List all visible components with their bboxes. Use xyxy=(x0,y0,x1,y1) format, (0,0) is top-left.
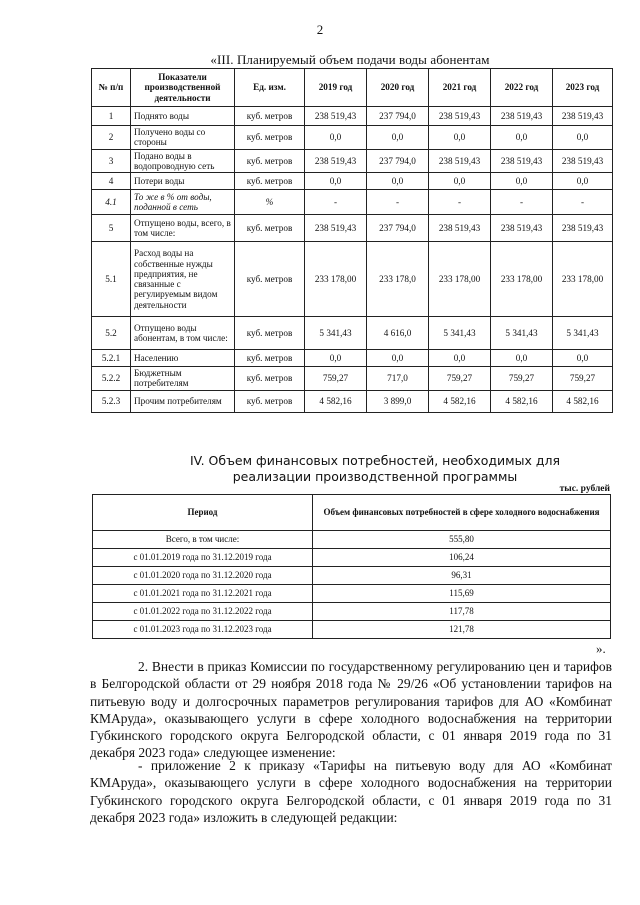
indicator-name: Поднято воды xyxy=(131,107,235,126)
value-cell: 0,0 xyxy=(429,173,491,190)
table-row xyxy=(92,149,613,173)
period-cell: Всего, в том числе: xyxy=(93,531,313,549)
value-cell: 238 519,43 xyxy=(491,215,553,242)
value-cell: 238 519,43 xyxy=(305,149,367,173)
value-cell: 0,0 xyxy=(367,173,429,190)
indicator-name: Расход воды на собственные нужды предприятия, не связанные с регулируемым видом деятельности xyxy=(131,242,235,317)
value-cell: 4 582,16 xyxy=(305,390,367,412)
table-row xyxy=(93,531,611,549)
row-number: 5.2.2 xyxy=(92,367,131,391)
value-cell: 237 794,0 xyxy=(367,149,429,173)
indicator-name: Получено воды со стороны xyxy=(131,126,235,150)
table-row xyxy=(93,585,611,603)
value-cell: 0,0 xyxy=(553,173,613,190)
value-cell: 238 519,43 xyxy=(553,215,613,242)
value-cell: 5 341,43 xyxy=(491,317,553,350)
value-cell: 4 582,16 xyxy=(553,390,613,412)
row-number: 5.2.3 xyxy=(92,390,131,412)
financial-needs-table xyxy=(92,494,611,639)
value-cell: 233 178,0 xyxy=(367,242,429,317)
value-cell: 0,0 xyxy=(305,173,367,190)
header-cell: № п/п xyxy=(92,69,131,107)
period-cell: с 01.01.2020 года по 31.12.2020 года xyxy=(93,567,313,585)
header-cell: 2019 год xyxy=(305,69,367,107)
table-row xyxy=(93,603,611,621)
header-cell: Показатели производственной деятельности xyxy=(131,69,235,107)
value-cell: 0,0 xyxy=(429,126,491,150)
indicator-name: Населению xyxy=(131,350,235,367)
value-cell: 238 519,43 xyxy=(553,107,613,126)
table-row xyxy=(92,390,613,412)
value-cell: 0,0 xyxy=(491,350,553,367)
header-cell: 2021 год xyxy=(429,69,491,107)
unit-cell: куб. метров xyxy=(235,242,305,317)
period-cell: с 01.01.2022 года по 31.12.2022 года xyxy=(93,603,313,621)
value-cell: 717,0 xyxy=(367,367,429,391)
row-number: 5 xyxy=(92,215,131,242)
value-cell: 237 794,0 xyxy=(367,215,429,242)
value-cell: 5 341,43 xyxy=(305,317,367,350)
table-row xyxy=(92,107,613,126)
value-cell: 238 519,43 xyxy=(553,149,613,173)
value-cell: 0,0 xyxy=(305,126,367,150)
unit-cell: куб. метров xyxy=(235,215,305,242)
value-cell: 759,27 xyxy=(553,367,613,391)
value-cell: 238 519,43 xyxy=(491,107,553,126)
value-cell: 3 899,0 xyxy=(367,390,429,412)
amount-cell: 115,69 xyxy=(313,585,611,603)
value-cell: 238 519,43 xyxy=(429,215,491,242)
header-cell: 2022 год xyxy=(491,69,553,107)
value-cell: 759,27 xyxy=(305,367,367,391)
value-cell: 0,0 xyxy=(305,350,367,367)
header-cell: 2020 год xyxy=(367,69,429,107)
period-cell: с 01.01.2021 года по 31.12.2021 года xyxy=(93,585,313,603)
table-row xyxy=(92,126,613,150)
table-row xyxy=(93,567,611,585)
value-cell: 238 519,43 xyxy=(305,215,367,242)
indicator-name: Отпущено воды абонентам, в том числе: xyxy=(131,317,235,350)
period-cell: с 01.01.2023 года по 31.12.2023 года xyxy=(93,621,313,639)
paragraph xyxy=(90,757,612,826)
unit-cell: куб. метров xyxy=(235,317,305,350)
value-cell: - xyxy=(491,190,553,215)
unit-cell: куб. метров xyxy=(235,367,305,391)
table-header-row xyxy=(93,495,611,531)
amount-cell: 106,24 xyxy=(313,549,611,567)
value-cell: 0,0 xyxy=(553,350,613,367)
value-cell: - xyxy=(305,190,367,215)
indicator-name: Потери воды xyxy=(131,173,235,190)
value-cell: - xyxy=(429,190,491,215)
table-row xyxy=(92,215,613,242)
row-number: 5.2.1 xyxy=(92,350,131,367)
value-cell: 0,0 xyxy=(429,350,491,367)
value-cell: 0,0 xyxy=(367,126,429,150)
value-cell: 237 794,0 xyxy=(367,107,429,126)
header-cell: Ед. изм. xyxy=(235,69,305,107)
amount-cell: 96,31 xyxy=(313,567,611,585)
water-supply-table xyxy=(91,68,613,413)
period-cell: с 01.01.2019 года по 31.12.2019 года xyxy=(93,549,313,567)
unit-cell: куб. метров xyxy=(235,149,305,173)
value-cell: 4 582,16 xyxy=(491,390,553,412)
unit-cell: куб. метров xyxy=(235,173,305,190)
page-number: 2 xyxy=(316,22,324,37)
value-cell: 0,0 xyxy=(491,126,553,150)
value-cell: 5 341,43 xyxy=(553,317,613,350)
row-number: 5.1 xyxy=(92,242,131,317)
value-cell: 238 519,43 xyxy=(429,107,491,126)
table-row xyxy=(93,549,611,567)
indicator-name: Отпущено воды, всего, в том числе: xyxy=(131,215,235,242)
value-cell: - xyxy=(367,190,429,215)
value-cell: 759,27 xyxy=(491,367,553,391)
value-cell: 233 178,00 xyxy=(305,242,367,317)
amount-cell: 117,78 xyxy=(313,603,611,621)
value-cell: 233 178,00 xyxy=(491,242,553,317)
unit-cell: куб. метров xyxy=(235,390,305,412)
row-number: 2 xyxy=(92,126,131,150)
table-row xyxy=(92,190,613,215)
paragraph-text: - приложение 2 к приказу «Тарифы на питьевую воду для АО «Комбинат КМАруда», оказывающего услуги в сфере холодного водоснабжения на территории Губкинского городского округа Белгородской области, с 01 января 2019 года по 31 декабря 2023 года» изложить в следующей редакции: xyxy=(90,758,612,825)
value-cell: 238 519,43 xyxy=(429,149,491,173)
table-row xyxy=(92,173,613,190)
value-cell: 0,0 xyxy=(491,173,553,190)
value-cell: 759,27 xyxy=(429,367,491,391)
value-cell: 5 341,43 xyxy=(429,317,491,350)
unit-cell: % xyxy=(235,190,305,215)
table-header-row xyxy=(92,69,613,107)
unit-cell: куб. метров xyxy=(235,350,305,367)
section-4-title: IV. Объем финансовых потребностей, необходимых для реализации производственной программы xyxy=(189,453,560,484)
value-cell: 0,0 xyxy=(553,126,613,150)
indicator-name: То же в % от воды, поданной в сеть xyxy=(131,190,235,215)
table-row xyxy=(92,350,613,367)
unit-cell: куб. метров xyxy=(235,107,305,126)
section-3-title: «III. Планируемый объем подачи воды абонентам xyxy=(210,52,490,67)
value-cell: 0,0 xyxy=(367,350,429,367)
row-number: 1 xyxy=(92,107,131,126)
row-number: 4.1 xyxy=(92,190,131,215)
header-cell: 2023 год xyxy=(553,69,613,107)
paragraph-text: 2. Внести в приказ Комиссии по государственному регулированию цен и тарифов в Белгородской области от 29 ноября 2018 года № 29/26 «Об установлении тарифов на питьевую воду и долгосрочных параметров регулирования тарифов для АО «Комбинат КМАруда», оказывающего услуги в сфере холодного водоснабжения на территории Губкинского городского округа Белгородской области, с 01 января 2019 года по 31 декабря 2023 года» следующее изменение: xyxy=(90,659,612,761)
value-cell: 4 582,16 xyxy=(429,390,491,412)
table-row xyxy=(92,317,613,350)
unit-cell: куб. метров xyxy=(235,126,305,150)
row-number: 4 xyxy=(92,173,131,190)
closing-quote: ». xyxy=(596,641,606,656)
row-number: 5.2 xyxy=(92,317,131,350)
table-row xyxy=(92,242,613,317)
currency-unit: тыс. рублей xyxy=(559,484,610,494)
value-cell: - xyxy=(553,190,613,215)
value-cell: 4 616,0 xyxy=(367,317,429,350)
table-row xyxy=(93,621,611,639)
paragraph xyxy=(90,658,612,762)
indicator-name: Прочим потребителям xyxy=(131,390,235,412)
amount-cell: 555,80 xyxy=(313,531,611,549)
row-number: 3 xyxy=(92,149,131,173)
amount-cell: 121,78 xyxy=(313,621,611,639)
value-cell: 233 178,00 xyxy=(553,242,613,317)
header-cell: Объем финансовых потребностей в сфере холодного водоснабжения xyxy=(313,495,611,531)
value-cell: 238 519,43 xyxy=(491,149,553,173)
indicator-name: Подано воды в водопроводную сеть xyxy=(131,149,235,173)
header-cell: Период xyxy=(93,495,313,531)
value-cell: 238 519,43 xyxy=(305,107,367,126)
indicator-name: Бюджетным потребителям xyxy=(131,367,235,391)
table-row xyxy=(92,367,613,391)
value-cell: 233 178,00 xyxy=(429,242,491,317)
